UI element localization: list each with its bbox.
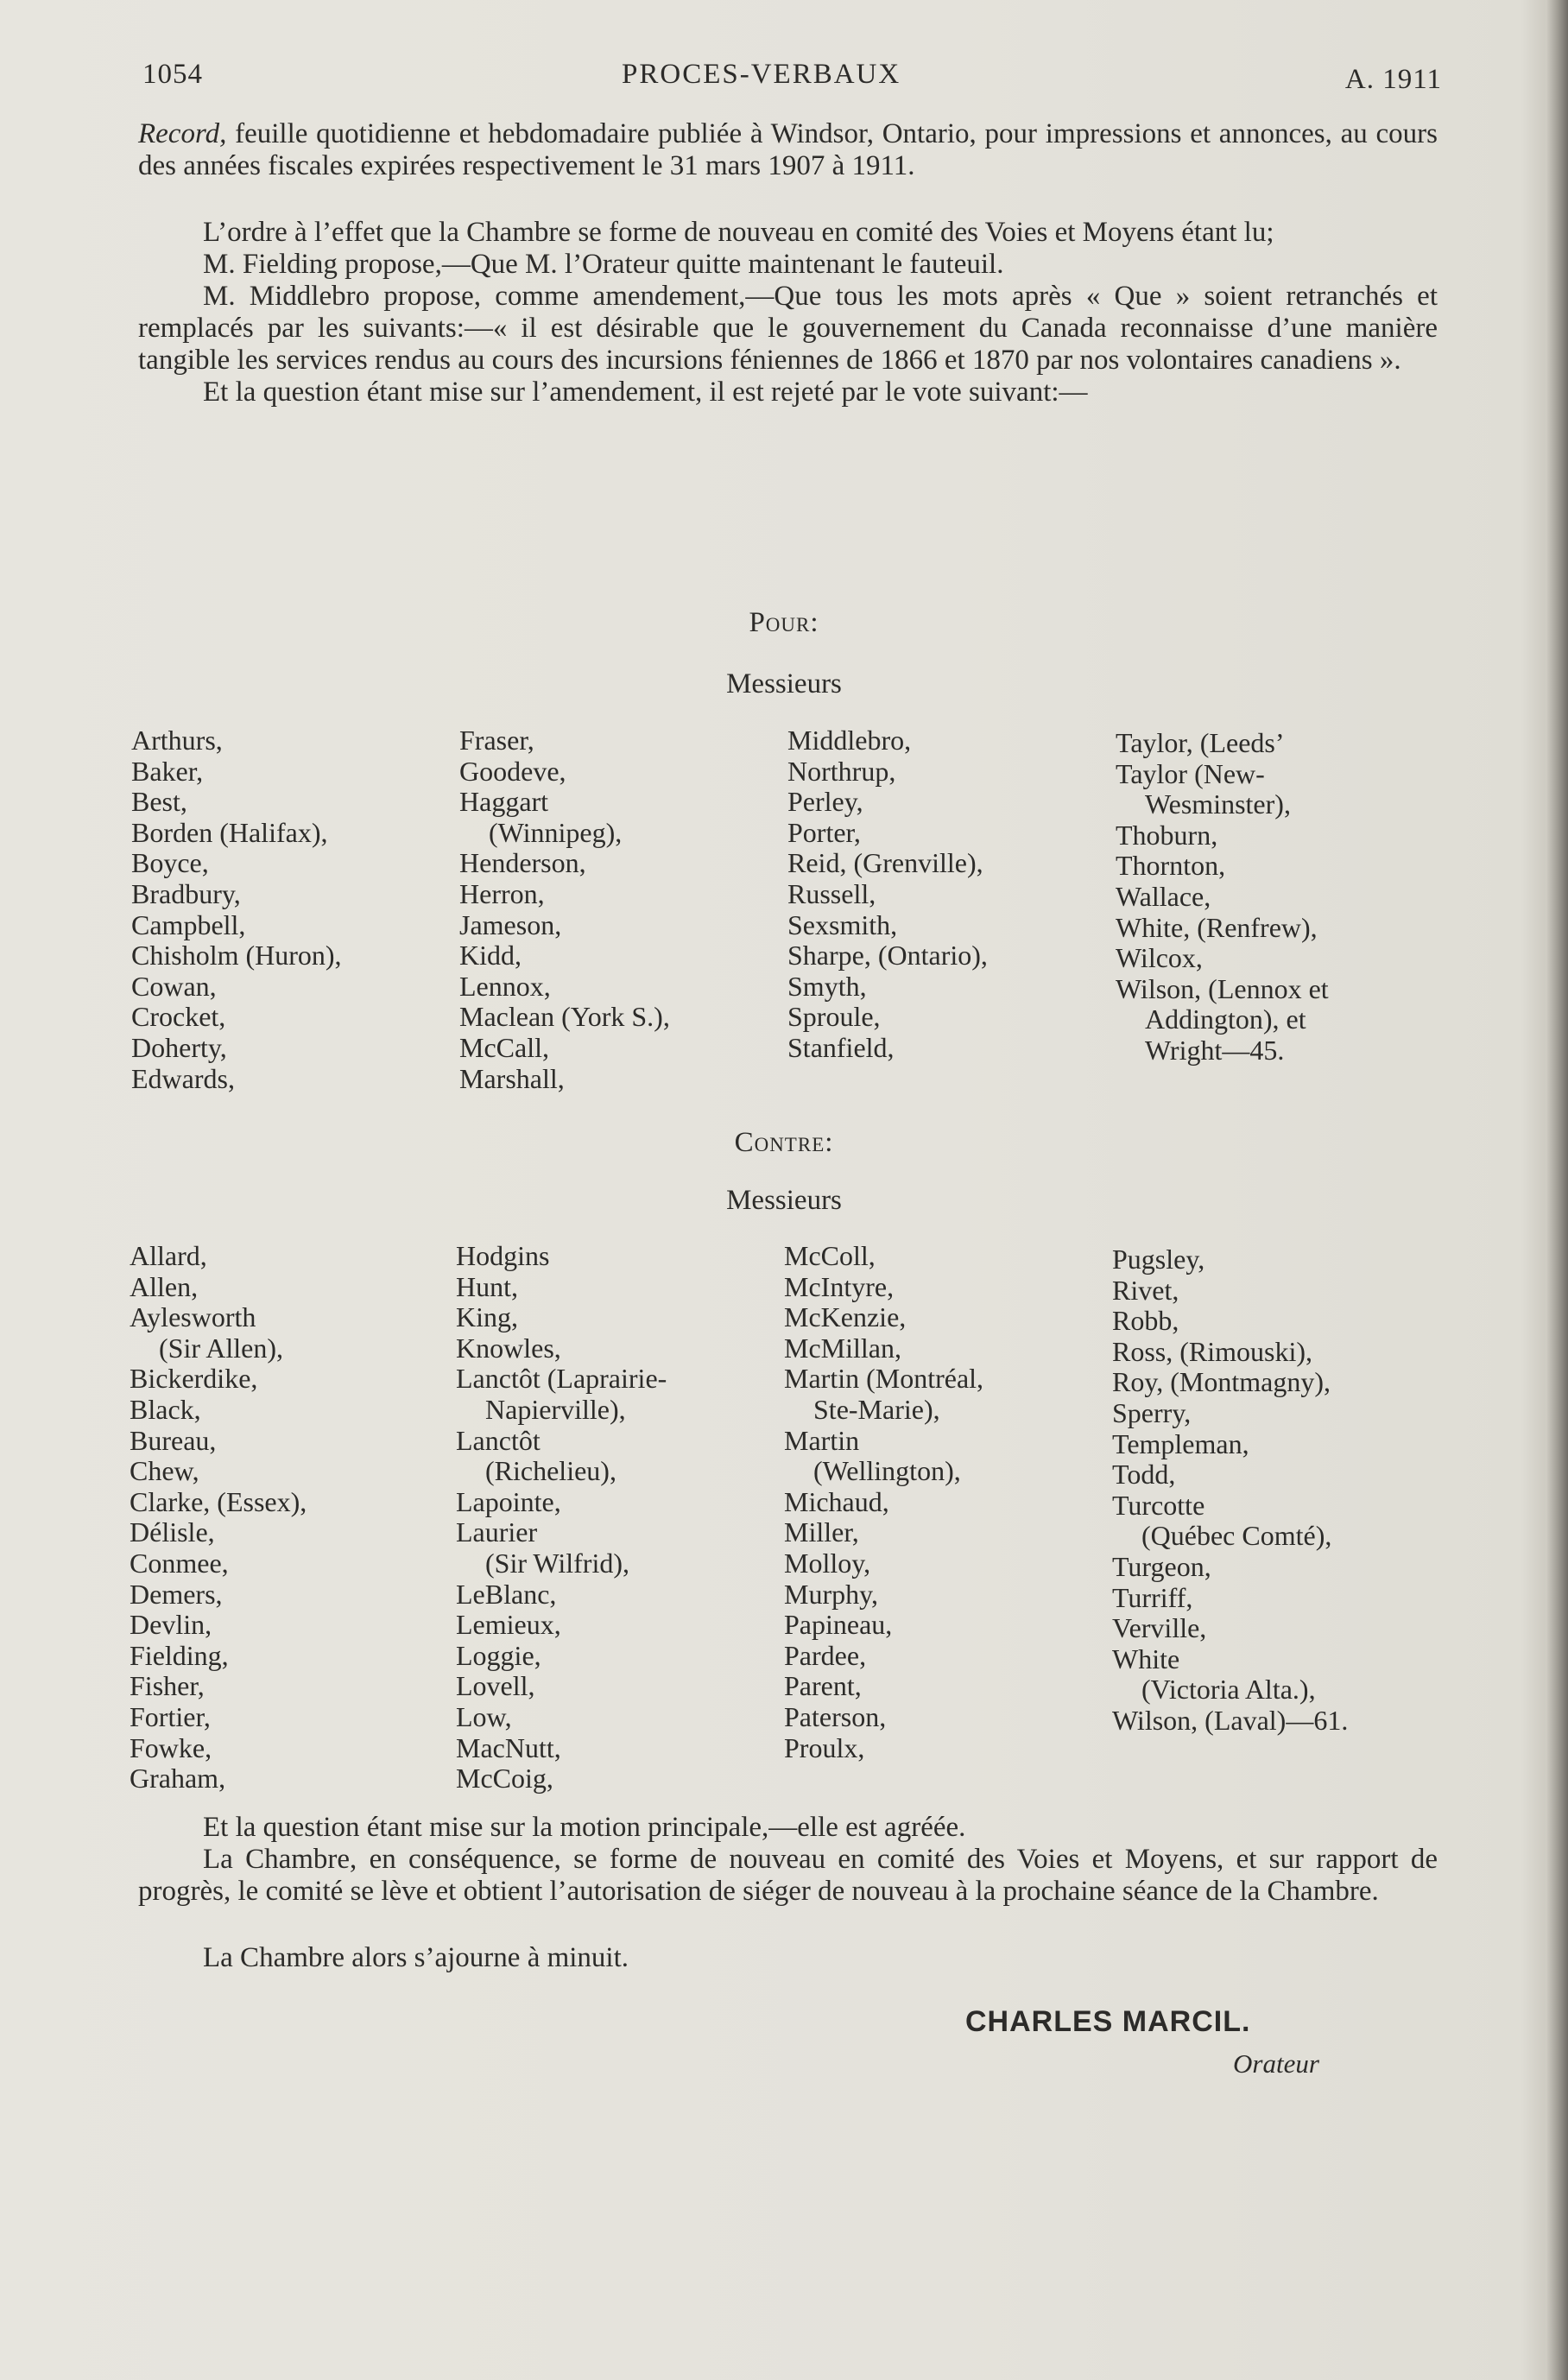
voter-name: Parent, — [784, 1670, 862, 1702]
voter-name: Napierville), — [485, 1393, 626, 1425]
voter-name: Cowan, — [131, 970, 217, 1002]
pour-heading: Pour: — [749, 607, 819, 638]
voter-name: Martin (Montréal, — [784, 1363, 984, 1395]
speaker-signature-name: CHARLES MARCIL. — [965, 2005, 1251, 2038]
voter-name: (Victoria Alta.), — [1141, 1674, 1316, 1706]
voter-name: Graham, — [130, 1763, 226, 1794]
pour-messieurs: Messieurs — [726, 668, 842, 699]
voter-name: Clarke, (Essex), — [130, 1485, 307, 1517]
voter-name: Paterson, — [784, 1700, 887, 1732]
voter-name: Papineau, — [784, 1609, 893, 1641]
voter-name: Wesminster), — [1145, 788, 1291, 820]
voter-name: Baker, — [131, 755, 204, 787]
voter-name: Doherty, — [131, 1031, 227, 1063]
voter-name: Molloy, — [784, 1547, 871, 1579]
voter-name: Lapointe, — [456, 1485, 561, 1517]
voter-name: MacNutt, — [456, 1731, 561, 1763]
voter-name: Addington), et — [1145, 1003, 1306, 1035]
voter-name: Lemieux, — [456, 1609, 561, 1641]
voter-name: McMillan, — [784, 1332, 901, 1364]
voter-name: Borden (Halifax), — [131, 816, 328, 848]
contre-column-2 — [456, 1241, 667, 1794]
voter-name: (Richelieu), — [485, 1455, 616, 1487]
voter-name: Thoburn, — [1116, 819, 1218, 851]
voter-name: Boyce, — [131, 847, 209, 879]
pour-column-2 — [459, 725, 670, 1094]
voter-name: Russell, — [787, 877, 876, 909]
voter-name: (Sir Wilfrid), — [485, 1547, 629, 1579]
voter-name: Pardee, — [784, 1639, 867, 1671]
voter-name: Bradbury, — [131, 877, 241, 909]
record-rest: feuille quotidienne et hebdomadaire publiée à Windsor, Ontario, pour impressions et annonces, au cours des années fiscales expirées respectivement le 31 mars 1907 à 1911. — [138, 118, 1438, 181]
voter-name: Black, — [130, 1393, 201, 1425]
voter-name: Chisholm (Huron), — [131, 940, 342, 972]
voter-name: Robb, — [1112, 1305, 1179, 1337]
page-number: 1054 — [142, 59, 203, 90]
voter-name: Ross, (Rimouski), — [1112, 1335, 1313, 1367]
voter-name: Crocket, — [131, 1001, 226, 1033]
voter-name: Wilson, (Laval)—61. — [1112, 1704, 1349, 1736]
voter-name: Smyth, — [787, 970, 867, 1002]
voter-name: Arthurs, — [131, 725, 223, 756]
voter-name: Fowke, — [130, 1731, 212, 1763]
voter-name: Loggie, — [456, 1639, 541, 1671]
voter-name: Michaud, — [784, 1485, 889, 1517]
voter-name: LeBlanc, — [456, 1578, 557, 1610]
voter-name: Low, — [456, 1700, 512, 1732]
voter-name: Miller, — [784, 1516, 859, 1548]
contre-column-1 — [130, 1241, 307, 1794]
voter-name: (Québec Comté), — [1141, 1520, 1332, 1552]
voter-name: McColl, — [784, 1240, 876, 1271]
voter-name: Allen, — [130, 1270, 199, 1302]
voter-name: Best, — [131, 786, 187, 818]
intro-text — [138, 118, 1438, 408]
voter-name: Verville, — [1112, 1612, 1207, 1644]
voter-name: Turcotte — [1112, 1489, 1205, 1521]
voter-name: Wilson, (Lennox et — [1116, 972, 1329, 1004]
voter-name: Lanctôt — [456, 1424, 541, 1456]
middlebro-amendment: M. Middlebro propose, comme amendement,—Que tous les mots après « Que » soient retranchés et remplacés par les suivants:—« il est désirable que le gouvernement du Canada reconnaisse d’une manière tangible les services rendus au cours des incursions féniennes de 1866 et 1870 par nos volontaires canadiens ». — [138, 281, 1438, 376]
order-paragraph: L’ordre à l’effet que la Chambre se forme de nouveau en comité des Voies et Moyens étant lu; — [203, 217, 1274, 248]
page-header — [142, 59, 1442, 102]
voter-name: Templeman, — [1112, 1427, 1249, 1459]
adjournment-paragraph: La Chambre alors s’ajourne à minuit. — [203, 1942, 629, 1973]
voter-name: Kidd, — [459, 940, 522, 972]
fielding-motion: M. Fielding propose,—Que M. l’Orateur quitte maintenant le fauteuil. — [203, 249, 1004, 280]
voter-name: Stanfield, — [787, 1031, 895, 1063]
voter-name: Taylor, (Leeds’ — [1116, 727, 1285, 758]
voter-name: Fortier, — [130, 1700, 211, 1732]
voter-name: Edwards, — [131, 1062, 235, 1094]
voter-name: Perley, — [787, 786, 863, 818]
voter-name: Pugsley, — [1112, 1244, 1205, 1275]
voter-name: Maclean (York S.), — [459, 1001, 670, 1033]
voter-name: Haggart — [459, 786, 549, 818]
voter-name: Ste-Marie), — [813, 1393, 940, 1425]
voter-name: Fielding, — [130, 1639, 229, 1671]
voter-name: Lovell, — [456, 1670, 535, 1702]
voter-name: Sproule, — [787, 1001, 881, 1033]
voter-name: Todd, — [1112, 1459, 1176, 1491]
contre-column-3 — [784, 1241, 983, 1763]
voter-name: Turgeon, — [1112, 1550, 1211, 1582]
record-word: Record, — [138, 118, 227, 149]
voter-name: (Winnipeg), — [489, 816, 623, 848]
voter-name: Marshall, — [459, 1062, 565, 1094]
speaker-title: Orateur — [1233, 2048, 1319, 2079]
voter-name: Porter, — [787, 816, 861, 848]
voter-name: Herron, — [459, 877, 545, 909]
voter-name: Bureau, — [130, 1424, 217, 1456]
voter-name: McIntyre, — [784, 1270, 895, 1302]
voter-name: Sperry, — [1112, 1396, 1192, 1428]
voter-name: Conmee, — [130, 1547, 229, 1579]
voter-name: White, (Renfrew), — [1116, 911, 1318, 943]
voter-name: Northrup, — [787, 755, 896, 787]
committee-paragraph: La Chambre, en conséquence, se forme de nouveau en comité des Voies et Moyens, et sur rapport de progrès, le comité se lève et obtient l’autorisation de siéger de nouveau à la prochaine séance de la Chambre. — [138, 1844, 1438, 1907]
vote-intro: Et la question étant mise sur l’amendement, il est rejeté par le vote suivant:— — [203, 377, 1088, 408]
voter-name: Fraser, — [459, 725, 534, 756]
voter-name: White — [1112, 1643, 1180, 1674]
voter-name: Sharpe, (Ontario), — [787, 940, 988, 972]
voter-name: Aylesworth — [130, 1301, 256, 1333]
pour-column-3 — [787, 725, 988, 1064]
voter-name: Allard, — [130, 1240, 207, 1271]
pour-column-4 — [1116, 728, 1329, 1067]
contre-heading: Contre: — [734, 1127, 834, 1158]
main-motion-result: Et la question étant mise sur la motion principale,—elle est agréée. — [203, 1812, 966, 1843]
voter-name: Wallace, — [1116, 880, 1211, 912]
year-label: A. 1911 — [1344, 64, 1442, 95]
voter-name: Hunt, — [456, 1270, 518, 1302]
voter-name: Jameson, — [459, 908, 562, 940]
voter-name: Fisher, — [130, 1670, 205, 1702]
record-paragraph — [138, 118, 1438, 182]
contre-messieurs: Messieurs — [726, 1185, 842, 1216]
voter-name: Wilcox, — [1116, 942, 1203, 974]
voter-name: Chew, — [130, 1455, 199, 1487]
running-title: PROCES-VERBAUX — [622, 59, 901, 90]
voter-name: Murphy, — [784, 1578, 879, 1610]
closing-text — [138, 1812, 1438, 1974]
voter-name: McKenzie, — [784, 1301, 907, 1333]
voter-name: Knowles, — [456, 1332, 561, 1364]
voter-name: Devlin, — [130, 1609, 212, 1641]
voter-name: King, — [456, 1301, 518, 1333]
voter-name: Taylor (New- — [1116, 757, 1265, 789]
voter-name: (Sir Allen), — [159, 1332, 283, 1364]
voter-name: Campbell, — [131, 908, 246, 940]
voter-name: Wright—45. — [1145, 1034, 1285, 1066]
voter-name: Reid, (Grenville), — [787, 847, 983, 879]
voter-name: Turriff, — [1112, 1581, 1193, 1613]
voter-name: McCall, — [459, 1031, 549, 1063]
voter-name: Lanctôt (Laprairie- — [456, 1363, 667, 1395]
voter-name: Sexsmith, — [787, 908, 898, 940]
voter-name: Rivet, — [1112, 1274, 1179, 1306]
voter-name: Roy, (Montmagny), — [1112, 1366, 1331, 1398]
voter-name: Middlebro, — [787, 725, 912, 756]
voter-name: Proulx, — [784, 1731, 865, 1763]
voter-name: Lennox, — [459, 970, 551, 1002]
voter-name: Bickerdike, — [130, 1363, 258, 1395]
voter-name: Thornton, — [1116, 850, 1226, 882]
voter-name: Laurier — [456, 1516, 538, 1548]
voter-name: McCoig, — [456, 1763, 553, 1794]
voter-name: (Wellington), — [813, 1455, 961, 1487]
contre-column-4 — [1112, 1244, 1348, 1737]
pour-column-1 — [131, 725, 342, 1094]
voter-name: Martin — [784, 1424, 860, 1456]
voter-name: Hodgins — [456, 1240, 550, 1271]
voter-name: Henderson, — [459, 847, 586, 879]
voter-name: Goodeve, — [459, 755, 566, 787]
voter-name: Délisle, — [130, 1516, 215, 1548]
voter-name: Demers, — [130, 1578, 223, 1610]
